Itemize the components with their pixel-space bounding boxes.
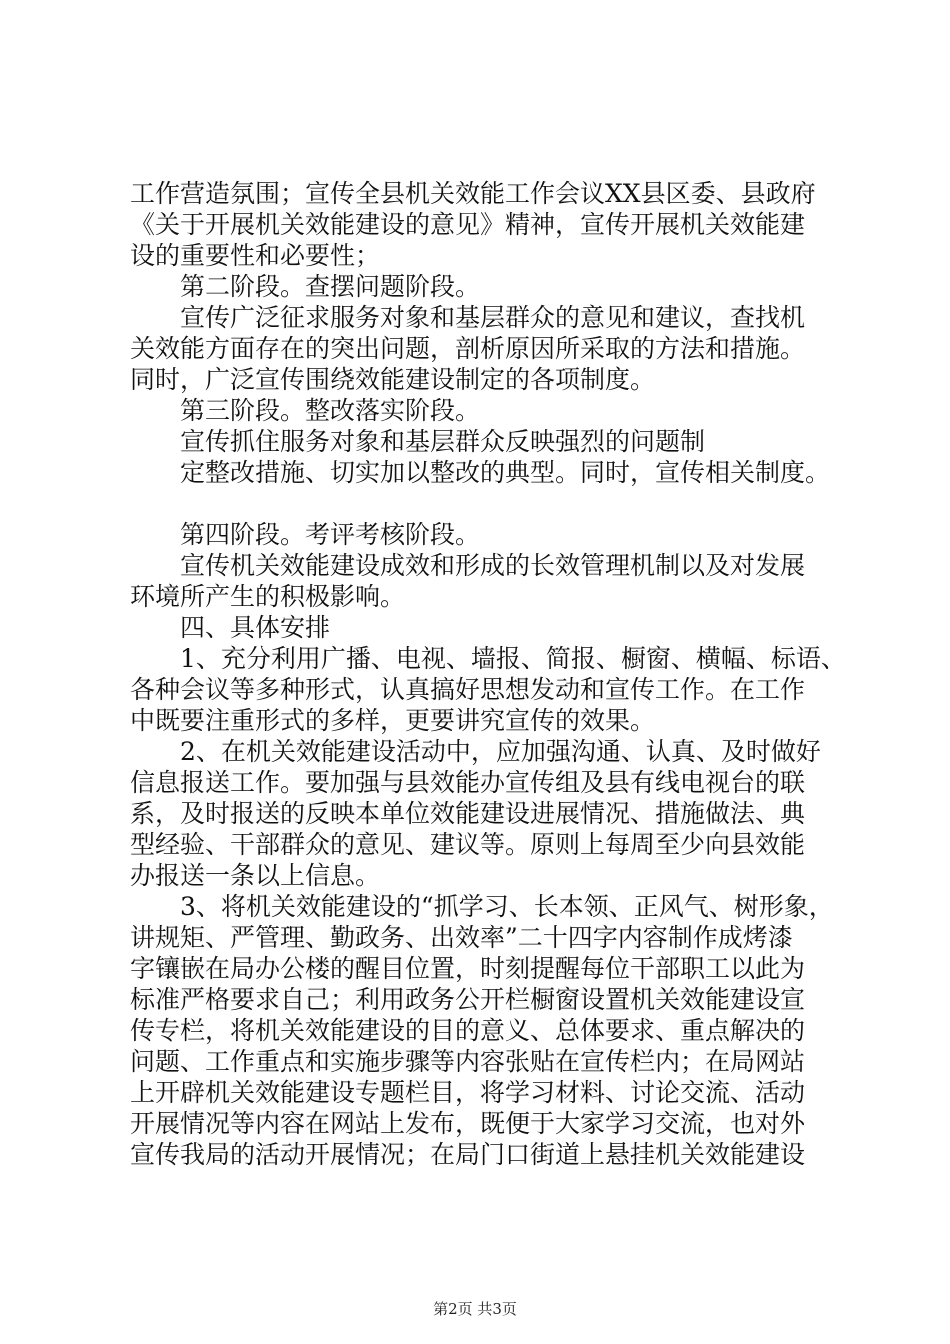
text-line: 1、充分利用广播、电视、墙报、简报、橱窗、横幅、标语、 [130, 644, 846, 673]
text-line: 系，及时报送的反映本单位效能建设进展情况、措施做法、典 [130, 799, 806, 828]
text-line: 2、在机关效能建设活动中，应加强沟通、认真、及时做好 [130, 737, 821, 766]
text-line: 第四阶段。考评考核阶段。 [130, 520, 481, 549]
text-line: 宣传我局的活动开展情况；在局门口街道上悬挂机关效能建设 [130, 1140, 806, 1169]
text-line: 四、具体安排 [130, 613, 331, 642]
text-line: 上开辟机关效能建设专题栏目，将学习材料、讨论交流、活动 [130, 1078, 806, 1107]
text-line: 同时，广泛宣传围绕效能建设制定的各项制度。 [130, 365, 656, 394]
text-line: 信息报送工作。要加强与县效能办宣传组及县有线电视台的联 [130, 768, 806, 797]
text-line: 工作营造氛围；宣传全县机关效能工作会议XX县区委、县政府 [130, 179, 816, 208]
page-footer: 第2页 共3页 [433, 1300, 517, 1318]
text-line: 各种会议等多种形式，认真搞好思想发动和宣传工作。在工作 [130, 675, 806, 704]
text-line: 传专栏，将机关效能建设的目的意义、总体要求、重点解决的 [130, 1016, 806, 1045]
text-line: 第二阶段。查摆问题阶段。 [130, 272, 481, 301]
text-line [130, 488, 830, 519]
text-line: 标准严格要求自己；利用政务公开栏橱窗设置机关效能建设宣 [130, 985, 806, 1014]
text-line: 问题、工作重点和实施步骤等内容张贴在宣传栏内；在局网站 [130, 1047, 806, 1076]
document-body [130, 178, 846, 1170]
text-line: 开展情况等内容在网站上发布，既便于大家学习交流，也对外 [130, 1109, 806, 1138]
text-line: 设的重要性和必要性； [130, 241, 381, 270]
text-line: 环境所产生的积极影响。 [130, 582, 406, 611]
text-line: 3、将机关效能建设的“抓学习、长本领、正风气、树形象， [130, 892, 834, 921]
text-line: 第三阶段。整改落实阶段。 [130, 396, 481, 425]
text-line: 定整改措施、切实加以整改的典型。同时，宣传相关制度。 [130, 458, 831, 487]
text-line: 关效能方面存在的突出问题，剖析原因所采取的方法和措施。 [130, 334, 806, 363]
text-line: 宣传机关效能建设成效和形成的长效管理机制以及对发展 [130, 551, 806, 580]
text-line: 《关于开展机关效能建设的意见》精神，宣传开展机关效能建 [130, 210, 806, 239]
text-line: 宣传广泛征求服务对象和基层群众的意见和建议，查找机 [130, 303, 806, 332]
text-line: 讲规矩、严管理、勤政务、出效率”二十四字内容制作成烤漆 [130, 923, 793, 952]
text-line: 宣传抓住服务对象和基层群众反映强烈的问题制 [130, 427, 706, 456]
text-line: 型经验、干部群众的意见、建议等。原则上每周至少向县效能 [130, 830, 806, 859]
text-line: 字镶嵌在局办公楼的醒目位置，时刻提醒每位干部职工以此为 [130, 954, 806, 983]
text-line: 中既要注重形式的多样，更要讲究宣传的效果。 [130, 706, 656, 735]
text-line: 办报送一条以上信息。 [130, 861, 381, 890]
